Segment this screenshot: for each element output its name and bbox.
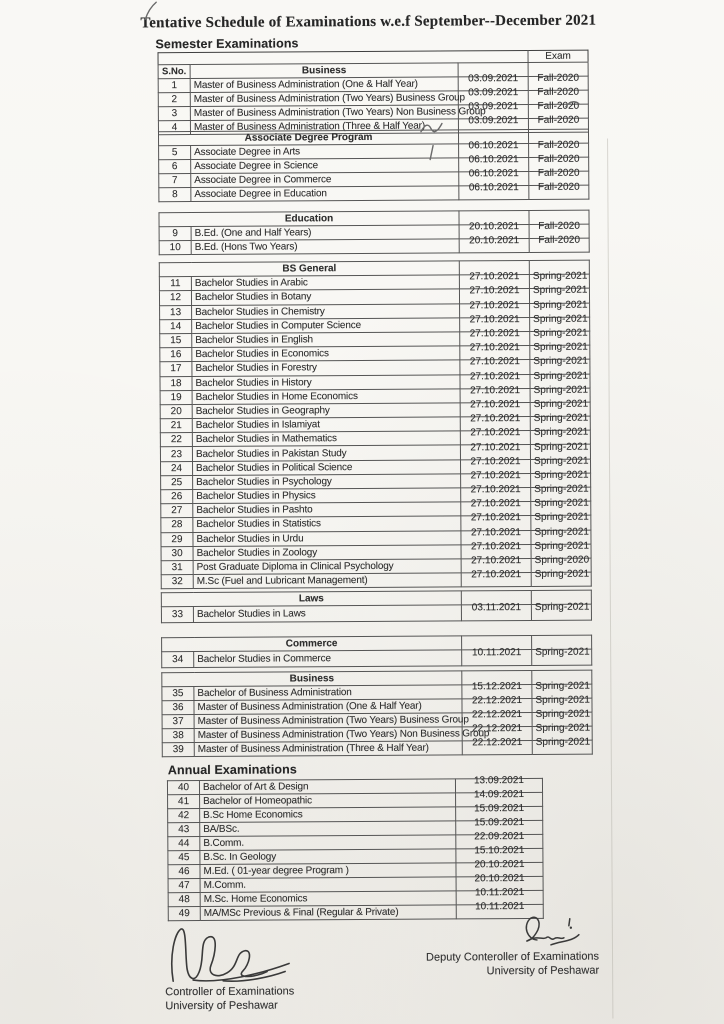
serial-number-cell: 7 (159, 174, 191, 188)
program-name-cell: BA/BSc. (200, 821, 456, 837)
program-name-cell: B.Ed. (One and Half Years) (191, 225, 459, 241)
program-name-cell: B.Ed. (Hons Two Years) (191, 239, 459, 255)
section-title: BS General (159, 261, 459, 277)
exam-date-cell: 27.10.2021 (459, 275, 529, 290)
page-title: Tentative Schedule of Examinations w.e.f September--December 2021 (140, 12, 597, 32)
exam-date-cell: 27.10.2021 (460, 317, 530, 332)
program-name-cell: Associate Degree in Commerce (191, 172, 459, 188)
exam-session-cell: Fall-2020 (529, 157, 589, 171)
exam-date-cell: 27.10.2021 (461, 516, 531, 531)
serial-number-cell: 8 (159, 188, 191, 202)
exam-session-cell: Spring-2021 (530, 345, 590, 360)
exam-date-cell: 27.10.2021 (461, 459, 531, 474)
exam-date-cell: 15.10.2021 (456, 848, 543, 863)
exam-session-cell: Spring-2021 (530, 374, 590, 389)
serial-number-cell: 13 (160, 305, 192, 319)
exam-date-cell: 22.12.2021 (462, 726, 532, 740)
exam-date-cell: 06.10.2021 (459, 143, 529, 157)
section-title: Business (190, 63, 458, 79)
exam-date-cell: 15.09.2021 (456, 806, 543, 821)
exam-date-cell: 27.10.2021 (460, 374, 530, 389)
program-name-cell: Bachelor Studies in Urdu (193, 530, 461, 546)
exam-session-cell: Spring-2021 (530, 388, 590, 403)
controller-signature-org: University of Peshawar (165, 999, 278, 1013)
serial-number-cell: 22 (160, 433, 192, 447)
exam-date-cell: 27.10.2021 (460, 303, 530, 318)
program-name-cell: Bachelor of Business Administration (194, 685, 462, 701)
exam-date-cell: 03.09.2021 (458, 76, 528, 90)
exam-date-cell: 27.10.2021 (460, 402, 530, 417)
exam-session-cell: Fall-2020 (528, 76, 588, 90)
exam-session-cell: Spring-2021 (529, 274, 589, 289)
serial-number-cell: 49 (168, 906, 200, 920)
serial-number-cell: 39 (162, 743, 194, 757)
exam-session-cell: Spring-2021 (530, 331, 590, 346)
exam-date-cell: 27.10.2021 (461, 502, 531, 517)
serial-number-cell: 10 (159, 241, 191, 255)
table-row (162, 740, 592, 757)
program-name-cell: B.Sc Home Economics (200, 807, 456, 823)
serial-number-cell: 44 (168, 836, 200, 850)
program-name-cell: Associate Degree in Science (191, 158, 459, 174)
exam-session-cell: Spring-2021 (532, 698, 592, 712)
pen-mark-icon (428, 144, 436, 164)
serial-number-cell: 42 (168, 808, 200, 822)
program-name-cell: Bachelor Studies in English (192, 332, 460, 348)
serial-number-cell: 9 (159, 227, 191, 241)
section-title: Commerce (162, 636, 462, 652)
serial-number-cell: 16 (160, 348, 192, 362)
serial-number-cell: 31 (161, 560, 193, 574)
exam-date-cell: 27.10.2021 (460, 445, 530, 460)
serial-number-cell: 27 (161, 504, 193, 518)
serial-number-cell: 2 (158, 93, 190, 107)
exam-session-cell: Spring-2021 (532, 740, 592, 754)
exam-date-cell: 15.09.2021 (456, 820, 543, 835)
serial-number-cell: 33 (161, 607, 193, 623)
program-name-cell: Associate Degree in Arts (191, 144, 459, 160)
program-name-cell: Bachelor Studies in Zoology (193, 545, 461, 561)
serial-number-cell: 15 (160, 333, 192, 347)
program-name-cell: Bachelor Studies in Forestry (192, 360, 460, 376)
serial-number-cell: 37 (162, 715, 194, 729)
serial-number-cell: 1 (158, 79, 190, 93)
sno-column-header: S.No. (158, 65, 190, 79)
exam-session-cell: Fall-2020 (529, 185, 589, 199)
program-name-cell: Bachelor Studies in History (192, 374, 460, 390)
exam-date-cell: 03.09.2021 (458, 90, 528, 104)
exam-session-cell: Fall-2020 (528, 90, 588, 104)
exam-session-cell: Spring-2021 (532, 712, 592, 726)
exam-date-cell: 27.10.2021 (460, 388, 530, 403)
program-name-cell: Bachelor Studies in Statistics (193, 516, 461, 532)
exam-date-cell: 27.10.2021 (461, 573, 531, 588)
exam-date-cell: 22.12.2021 (462, 698, 532, 712)
exam-date-cell: 10.11.2021 (462, 649, 532, 665)
serial-number-cell: 19 (160, 390, 192, 404)
exam-date-cell: 03.09.2021 (458, 118, 528, 132)
table-row (159, 185, 589, 202)
exam-session-cell: Spring-2021 (531, 530, 591, 545)
exam-date-cell: 27.10.2021 (461, 558, 531, 573)
program-name-cell: Bachelor Studies in Geography (192, 403, 460, 419)
exam-date-cell: 20.10.2021 (459, 224, 529, 238)
exam-date-cell: 20.10.2021 (456, 862, 543, 877)
exam-session-cell: Spring-2021 (531, 459, 591, 474)
program-name-cell: M.Comm. (200, 877, 456, 893)
semester-section-table-2 (158, 210, 589, 256)
program-name-cell: Bachelor Studies in Laws (193, 605, 461, 623)
program-name-cell: Bachelor Studies in Psychology (193, 474, 461, 490)
exam-date-cell: 20.10.2021 (459, 238, 529, 252)
semester-section-table-1 (158, 129, 589, 203)
exam-session-cell: Spring-2021 (530, 445, 590, 460)
exam-session-cell: Fall-2020 (529, 171, 589, 185)
program-name-cell: Master of Business Administration (Three & Half Year) (190, 119, 458, 135)
exam-session-cell: Spring-2021 (531, 515, 591, 530)
serial-number-cell: 4 (158, 121, 190, 135)
program-name-cell: Master of Business Administration (Two Years) Business Group (194, 713, 462, 729)
exam-session-cell: Spring-2020 (531, 558, 591, 573)
serial-number-cell: 25 (161, 475, 193, 489)
serial-number-cell: 20 (160, 404, 192, 418)
exam-session-cell: Fall-2020 (529, 224, 589, 238)
exam-session-cell: Fall-2020 (528, 104, 588, 118)
program-name-cell: MA/MSc Previous & Final (Regular & Private) (200, 905, 456, 921)
exam-date-cell: 27.10.2021 (460, 346, 530, 361)
exam-session-cell: Spring-2021 (530, 359, 590, 374)
exam-session-cell: Fall-2020 (529, 143, 589, 157)
deputy-signature-title: Deputy Conteroller of Examinations (425, 950, 600, 964)
serial-number-cell: 40 (167, 780, 199, 794)
program-name-cell: Associate Degree in Education (191, 186, 459, 202)
exam-date-cell: 27.10.2021 (461, 487, 531, 502)
program-name-cell: M.Sc. Home Economics (200, 891, 456, 907)
exam-date-cell: 14.09.2021 (456, 792, 543, 807)
exam-session-cell: Spring-2021 (530, 416, 590, 431)
semester-section-table-4 (161, 590, 592, 624)
exam-date-cell: 22.12.2021 (462, 712, 532, 726)
exam-date-cell: 27.10.2021 (461, 530, 531, 545)
exam-date-cell: 27.10.2021 (460, 331, 530, 346)
exam-date-cell: 06.10.2021 (459, 185, 529, 199)
exam-session-cell: Spring-2021 (532, 684, 592, 698)
annual-examinations-heading: Annual Examinations (167, 762, 297, 778)
exam-date-cell: 03.11.2021 (461, 604, 531, 620)
semester-section-table-0 (158, 50, 590, 136)
deputy-controller-signature-block (426, 914, 599, 980)
exam-date-cell: 27.10.2021 (460, 431, 530, 446)
exam-session-cell: Spring-2021 (532, 649, 592, 665)
semester-section-table-3 (159, 260, 592, 590)
program-name-cell: Bachelor Studies in Home Economics (192, 389, 460, 405)
serial-number-cell: 38 (162, 729, 194, 743)
exam-session-cell: Spring-2021 (531, 572, 591, 587)
exam-date-cell: 22.09.2021 (456, 834, 543, 849)
serial-number-cell: 12 (159, 291, 191, 305)
program-name-cell: Bachelor Studies in Pakistan Study (192, 445, 460, 461)
serial-number-cell: 11 (159, 277, 191, 291)
serial-number-cell: 36 (162, 701, 194, 715)
semester-examinations-heading: Semester Examinations (155, 36, 299, 52)
pen-mark-icon (143, 1, 159, 21)
exam-date-cell: 27.10.2021 (461, 473, 531, 488)
program-name-cell: Post Graduate Diploma in Clinical Psychology (193, 559, 461, 575)
serial-number-cell: 30 (161, 546, 193, 560)
serial-number-cell: 47 (168, 878, 200, 892)
program-name-cell: Bachelor Studies in Pashto (193, 502, 461, 518)
exam-session-cell: Spring-2021 (532, 726, 592, 740)
serial-number-cell: 18 (160, 376, 192, 390)
exam-session-cell: Spring-2021 (531, 604, 591, 620)
exam-date-cell: 20.10.2021 (456, 876, 543, 891)
exam-date-cell: 13.09.2021 (455, 778, 542, 793)
exam-session-cell: Spring-2021 (531, 544, 591, 559)
exam-session-cell: Fall-2020 (528, 118, 588, 132)
scan-fold-line (607, 138, 613, 1018)
table-row (161, 572, 591, 589)
exam-session-cell: Spring-2021 (531, 501, 591, 516)
serial-number-cell: 48 (168, 892, 200, 906)
program-name-cell: M.Ed. ( 01-year degree Program ) (200, 863, 456, 879)
table-row (161, 604, 591, 623)
exam-date-cell: 10.11.2021 (456, 890, 543, 905)
table-row (162, 649, 592, 668)
serial-number-cell: 17 (160, 362, 192, 376)
program-name-cell: Bachelor Studies in Mathematics (192, 431, 460, 447)
serial-number-cell: 5 (159, 146, 191, 160)
program-name-cell: Bachelor Studies in Islamiyat (192, 417, 460, 433)
program-name-cell: Bachelor Studies in Arabic (191, 275, 459, 291)
serial-number-cell: 41 (168, 794, 200, 808)
program-name-cell: Bachelor Studies in Economics (192, 346, 460, 362)
program-name-cell: Master of Business Administration (Three & Half Year) (194, 741, 462, 757)
serial-number-cell: 24 (160, 461, 192, 475)
semester-section-table-6 (161, 670, 593, 758)
serial-number-cell: 21 (160, 419, 192, 433)
exam-date-cell: 27.10.2021 (460, 417, 530, 432)
program-name-cell: Master of Business Administration (Two Years) Non Business Group (194, 727, 462, 743)
program-name-cell: Master of Business Administration (One & Half Year) (194, 699, 462, 715)
controller-signature-block (165, 924, 304, 1013)
exam-date-cell: 10.11.2021 (456, 904, 543, 919)
exam-date-cell: 06.10.2021 (459, 157, 529, 171)
exam-session-cell: Spring-2021 (530, 303, 590, 318)
exam-session-cell: Spring-2021 (530, 402, 590, 417)
serial-number-cell: 28 (161, 518, 193, 532)
program-name-cell: Bachelor Studies in Commerce (194, 650, 462, 668)
program-name-cell: Master of Business Administration (One & Half Year) (190, 77, 458, 93)
table-row (159, 238, 589, 255)
program-name-cell: Bachelor Studies in Political Science (192, 460, 460, 476)
program-name-cell: Bachelor Studies in Computer Science (192, 318, 460, 334)
program-name-cell: Bachelor Studies in Chemistry (192, 303, 460, 319)
section-title: Associate Degree Program (158, 130, 458, 146)
controller-signature-icon (165, 924, 303, 985)
program-name-cell: Bachelor Studies in Physics (193, 488, 461, 504)
semester-section-table-5 (161, 635, 592, 669)
exam-date-cell: 03.09.2021 (458, 104, 528, 118)
exam-session-cell: Spring-2021 (530, 430, 590, 445)
program-name-cell: B.Sc. In Geology (200, 849, 456, 865)
serial-number-cell: 32 (161, 575, 193, 589)
serial-number-cell: 29 (161, 532, 193, 546)
section-title: Laws (161, 591, 461, 607)
exam-date-cell: 27.10.2021 (459, 289, 529, 304)
serial-number-cell: 6 (159, 160, 191, 174)
program-name-cell: Master of Business Administration (Two Years) Non Business Group (190, 105, 458, 121)
exam-session-cell: Spring-2021 (531, 487, 591, 502)
deputy-signature-org: University of Peshawar (486, 964, 600, 978)
serial-number-cell: 43 (168, 822, 200, 836)
serial-number-cell: 35 (162, 687, 194, 701)
exam-session-cell: Spring-2021 (529, 288, 589, 303)
serial-number-cell: 3 (158, 107, 190, 121)
exam-date-cell: 27.10.2021 (461, 544, 531, 559)
program-name-cell: B.Comm. (200, 835, 456, 851)
exam-session-cell: Spring-2021 (531, 473, 591, 488)
exam-column-header: Exam (528, 50, 588, 62)
section-title: Education (159, 211, 459, 227)
program-name-cell: Master of Business Administration (Two Years) Business Group (190, 91, 458, 107)
section-title: Business (162, 671, 462, 687)
exam-date-cell: 27.10.2021 (460, 360, 530, 375)
serial-number-cell: 34 (162, 652, 194, 668)
exam-date-cell: 15.12.2021 (462, 684, 532, 698)
program-name-cell: Bachelor of Homeopathic (200, 793, 456, 809)
serial-number-cell: 23 (160, 447, 192, 461)
program-name-cell: Bachelor Studies in Botany (191, 289, 459, 305)
deputy-signature-icon (517, 914, 581, 950)
exam-date-cell: 06.10.2021 (459, 171, 529, 185)
exam-session-cell: Spring-2021 (530, 317, 590, 332)
exam-date-cell: 22.12.2021 (462, 740, 532, 754)
controller-signature-title: Controller of Examinations (165, 985, 295, 999)
pen-mark-icon (418, 117, 444, 137)
program-name-cell: M.Sc (Fuel and Lubricant Management) (193, 573, 461, 589)
program-name-cell: Bachelor of Art & Design (199, 779, 455, 795)
serial-number-cell: 46 (168, 864, 200, 878)
pen-mark-icon (564, 97, 582, 111)
serial-number-cell: 14 (160, 319, 192, 333)
annual-examinations-table (167, 775, 544, 921)
serial-number-cell: 26 (161, 490, 193, 504)
exam-session-cell: Fall-2020 (529, 238, 589, 252)
serial-number-cell: 45 (168, 850, 200, 864)
